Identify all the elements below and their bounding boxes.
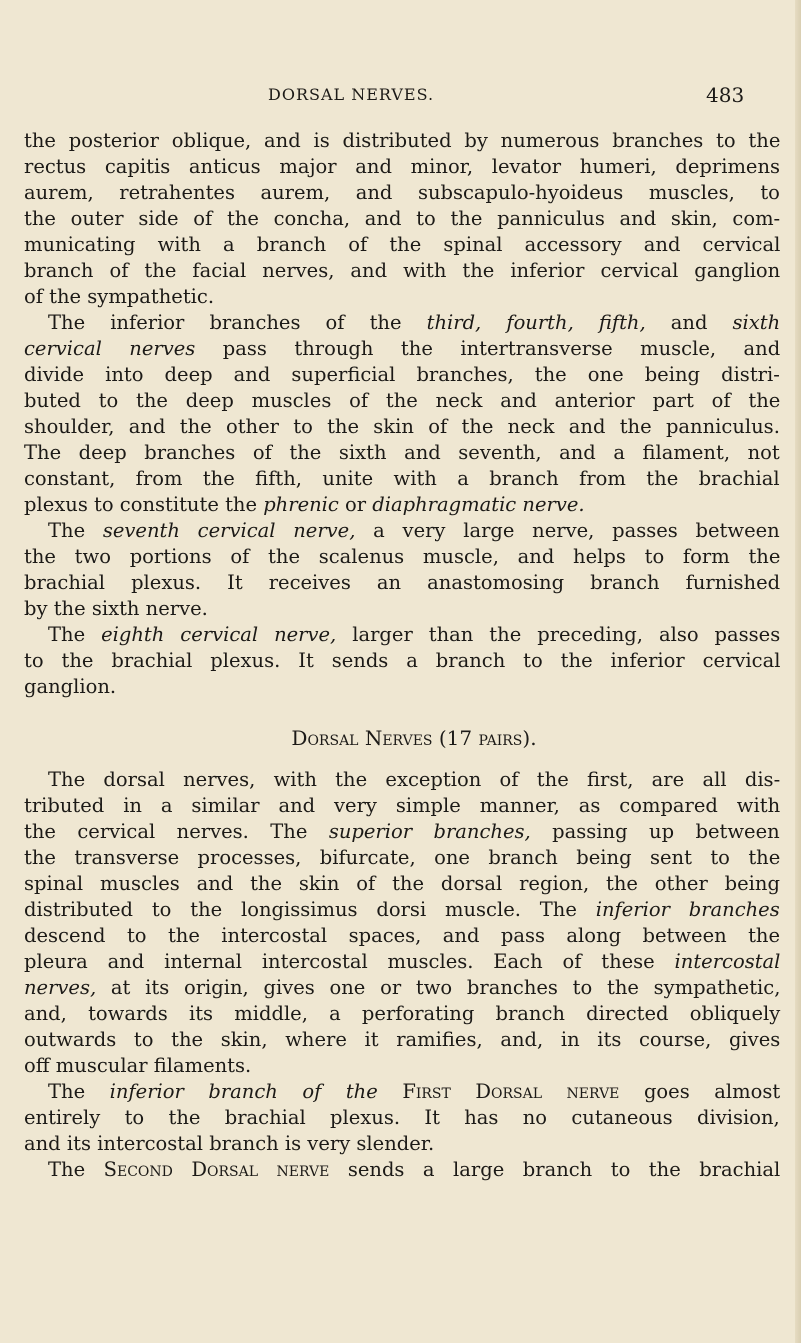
text-line: nerves, at its origin, gives one or two branches to the sympathetic, — [24, 976, 781, 999]
running-head: DORSAL NERVES. — [268, 85, 435, 104]
text-line: aurem, retrahentes aurem, and subscapulo-hyoideus muscles, to — [24, 181, 780, 204]
text-line: outwards to the skin, where it ramifies, and, in its course, gives — [24, 1028, 781, 1051]
text-line: branch of the facial nerves, and with the inferior cervical ganglion — [24, 259, 781, 282]
text-line: plexus to constitute the phrenic or diaphragmatic nerve. — [24, 493, 585, 516]
section-title: Dorsal Nerves (17 pairs). — [291, 726, 537, 750]
text-line: rectus capitis anticus major and minor, levator humeri, deprimens — [24, 155, 781, 178]
text-line: the two portions of the scalenus muscle, and helps to form the — [24, 545, 781, 568]
text-line: the cervical nerves. The superior branches, passing up between — [24, 820, 780, 843]
page-body — [24, 128, 780, 1183]
text-line: buted to the deep muscles of the neck and anterior part of the — [24, 389, 781, 412]
text-line: shoulder, and the other to the skin of the neck and the panniculus. — [24, 415, 780, 438]
text-line: and its intercostal branch is very slender. — [24, 1132, 435, 1155]
text-line: constant, from the fifth, unite with a branch from the brachial — [24, 467, 780, 490]
text-line: ganglion. — [24, 675, 117, 698]
text-line: off muscular filaments. — [24, 1054, 252, 1077]
page-edge — [795, 0, 801, 1343]
text-line: the posterior oblique, and is distributed by numerous branches to the — [24, 129, 781, 152]
text-line: pleura and internal intercostal muscles. Each of these intercostal — [24, 950, 781, 973]
text-line: distributed to the longissimus dorsi muscle. The inferior branches — [24, 898, 780, 921]
text-line: The inferior branches of the third, fourth, fifth, and sixth — [48, 311, 781, 334]
text-line: The inferior branch of the First Dorsal nerve goes almost — [48, 1080, 781, 1103]
text-line: municating with a branch of the spinal accessory and cervical — [24, 233, 781, 256]
text-line: entirely to the brachial plexus. It has no cutaneous division, — [24, 1106, 780, 1129]
text-line: tributed in a similar and very simple manner, as compared with — [24, 794, 781, 817]
page-number: 483 — [706, 83, 745, 107]
text-line: The eighth cervical nerve, larger than the preceding, also passes — [48, 623, 781, 646]
text-line: The seventh cervical nerve, a very large nerve, passes between — [48, 519, 780, 542]
text-line: brachial plexus. It receives an anastomosing branch furnished — [24, 571, 781, 594]
text-line: the transverse processes, bifurcate, one branch being sent to the — [24, 846, 781, 869]
text-line: divide into deep and superficial branches, the one being distri- — [24, 363, 780, 386]
text-line: spinal muscles and the skin of the dorsal region, the other being — [24, 872, 780, 895]
text-line: the outer side of the concha, and to the panniculus and skin, com- — [24, 207, 781, 230]
text-line: descend to the intercostal spaces, and pass along between the — [24, 924, 781, 947]
text-line: The dorsal nerves, with the exception of the first, are all dis- — [48, 768, 781, 791]
text-line: The deep branches of the sixth and seventh, and a filament, not — [24, 441, 780, 464]
text-line: cervical nerves pass through the intertransverse muscle, and — [24, 337, 781, 360]
text-line: to the brachial plexus. It sends a branch to the inferior cervical — [24, 649, 781, 672]
text-line: The Second Dorsal nerve sends a large branch to the brachial — [48, 1158, 781, 1181]
text-line: by the sixth nerve. — [24, 597, 208, 620]
text-line: of the sympathetic. — [24, 285, 215, 308]
page-header — [0, 83, 801, 113]
text-line: and, towards its middle, a perforating branch directed obliquely — [24, 1002, 781, 1025]
